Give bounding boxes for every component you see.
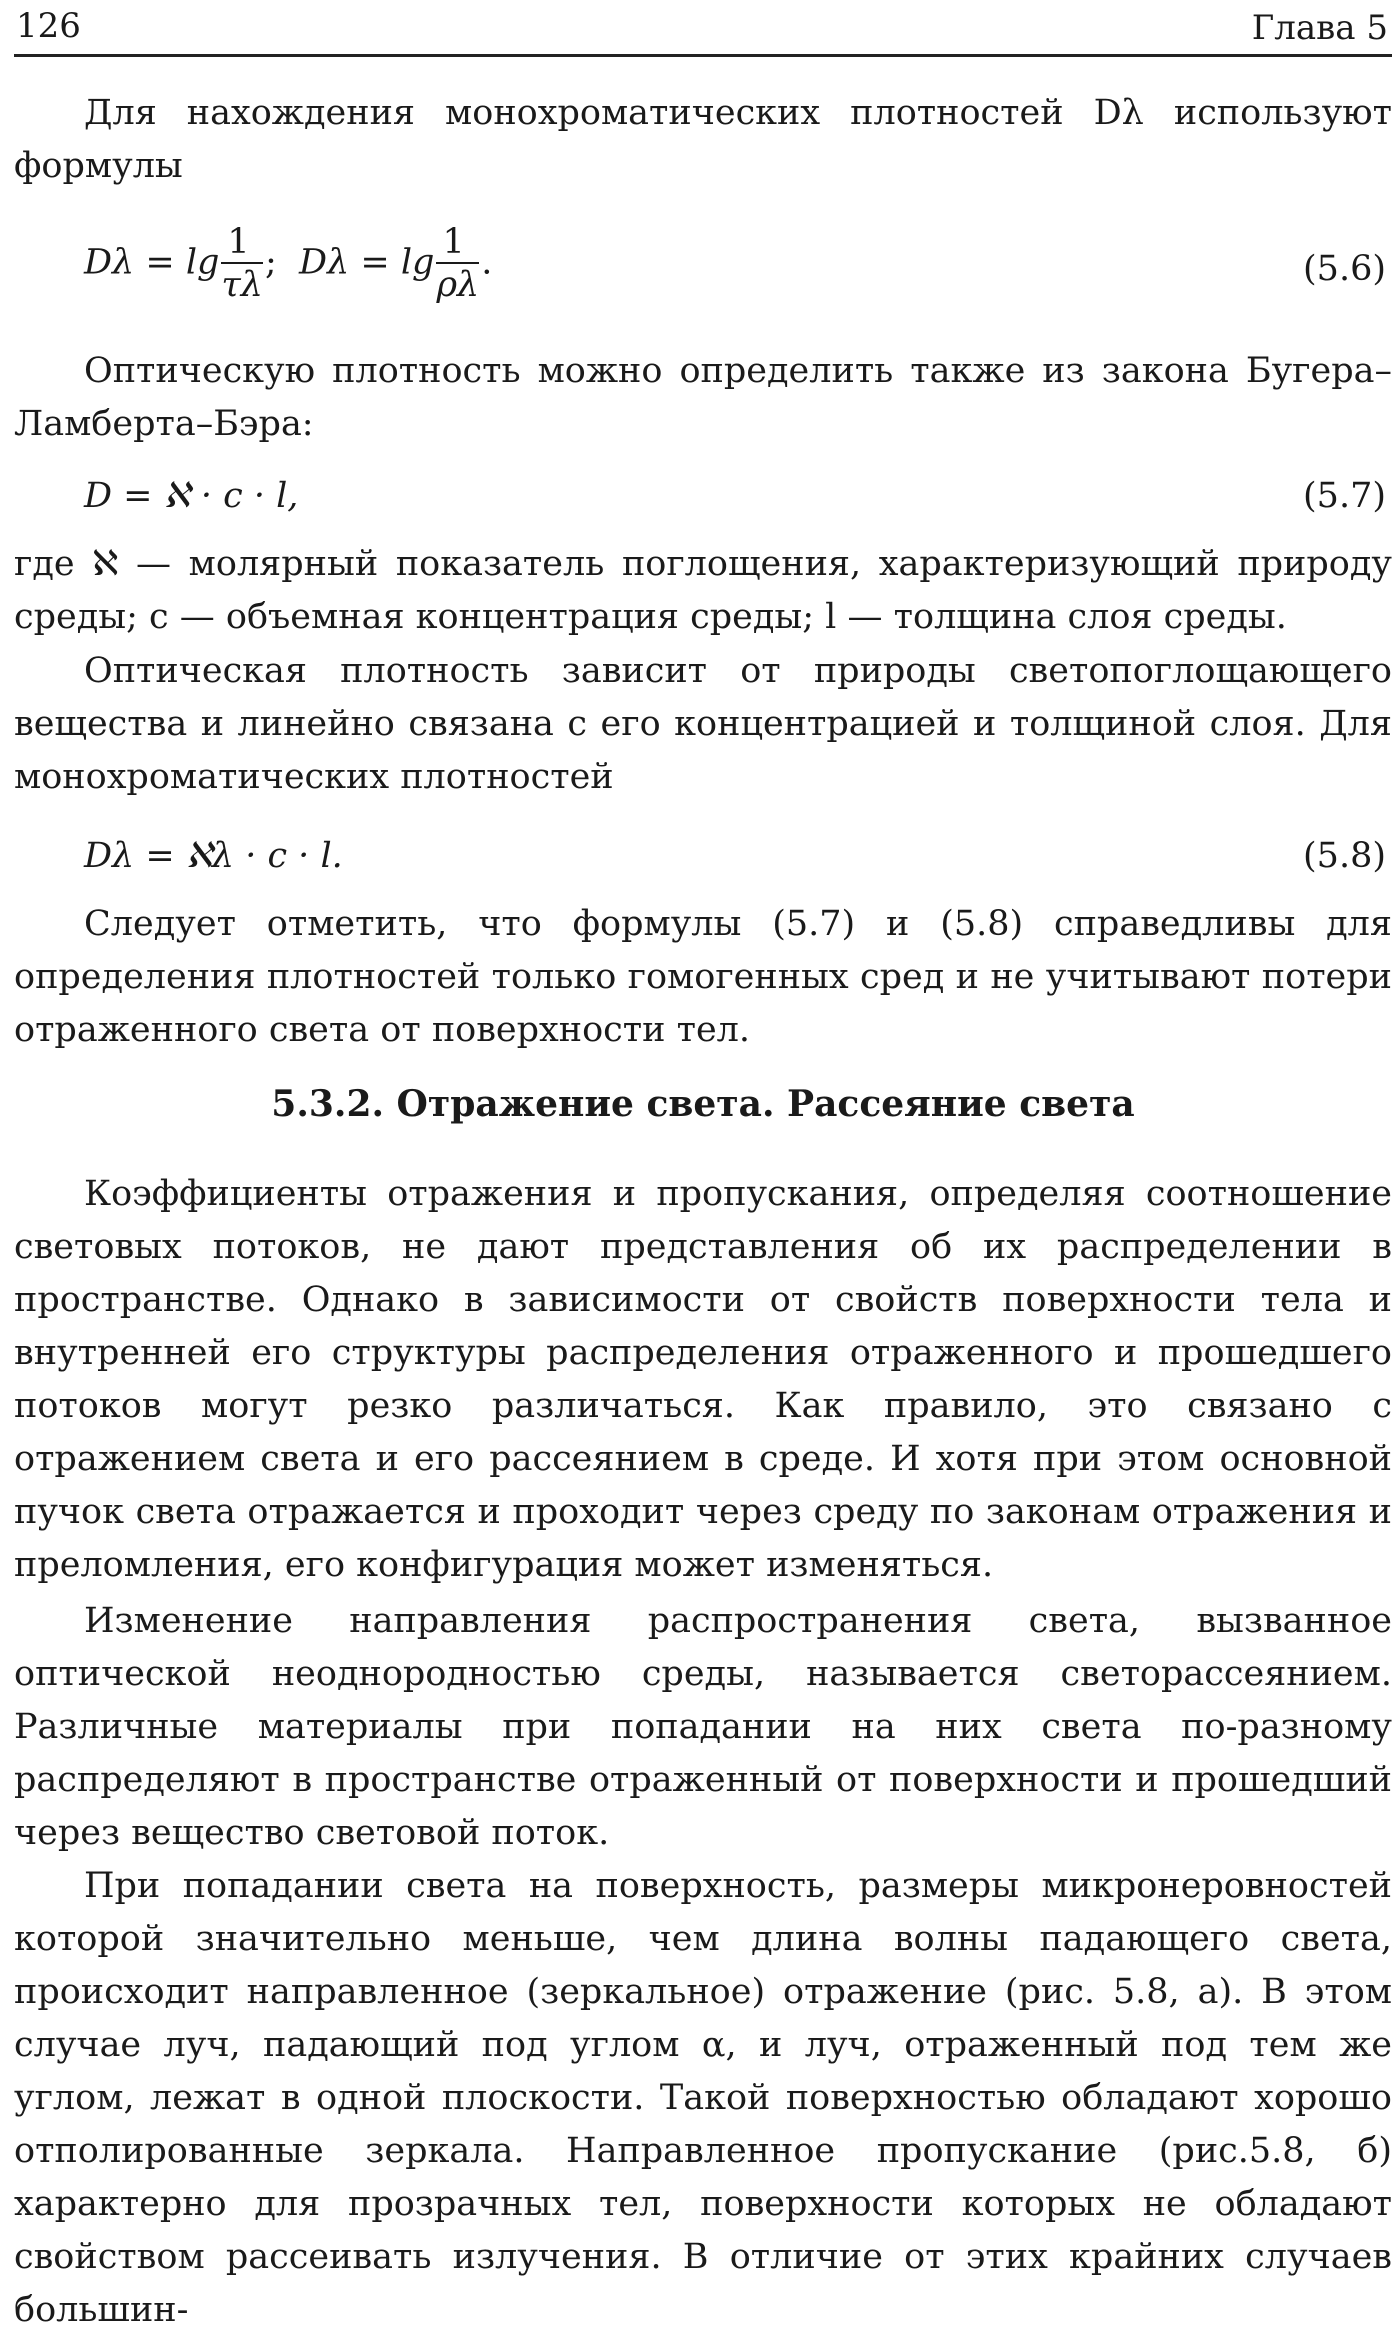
chapter-title: Глава 5 [1251,8,1388,48]
paragraph-where: где ℵ — молярный показатель поглощения, характеризующий природу среды; c — объемная концентрация среды; l — толщина слоя среды. [14,544,1392,637]
formula-5-6-separator: ; [264,242,277,283]
paragraph-bouguer-law: Оптическую плотность можно определить также из закона Бугера–Ламберта–Бэра: [14,351,1392,444]
paragraph-intro: Для нахождения монохроматических плотностей Dλ используют формулы [14,93,1392,186]
equation-number-5-8: (5.8) [1303,836,1386,876]
page-number: 126 [16,6,81,46]
formula-5-7-expression: D = ℵ · c · l, [84,476,299,516]
book-page [14,0,1392,2330]
running-head [14,4,1392,57]
paragraph-note: Следует отметить, что формулы (5.7) и (5.8) справедливы для определения плотностей только гомогенных сред и не учитывают потери отраженного света от поверхности тел. [14,904,1392,1050]
equation-number-5-7: (5.7) [1303,476,1386,516]
formula-5-6-lhs1: Dλ = lg [84,242,220,283]
fraction-rho [436,222,480,305]
formula-5-6-lhs2: Dλ = lg [299,242,435,283]
fraction-tau-numerator: 1 [221,225,263,264]
paragraph-optical-density: Оптическая плотность зависит от природы светопоглощающего вещества и линейно связана с его концентрацией и толщиной слоя. Для монохроматических плотностей [14,651,1392,797]
section-heading: 5.3.2. Отражение света. Рассеяние света [271,1083,1135,1125]
fraction-tau [221,222,263,305]
fraction-tau-denominator: τλ [221,265,263,305]
formula-5-6-end: . [481,242,493,283]
paragraph-coefficients: Коэффициенты отражения и пропускания, определяя соотношение световых потоков, не дают представления об их распределении в пространстве. Однако в зависимости от свойств поверхности тела и внутренней его структуры распределения отраженного и прошедшего потоков могут резко различаться. Как правило, это связано с отражением света и его рассеянием в среде. И хотя при этом основной пучок света отражается и проходит через среду по законам отражения и преломления, его конфигурация может изменяться. [14,1174,1392,1585]
formula-5-8-expression: Dλ = ℵλ · c · l. [84,836,343,876]
equation-number-5-6: (5.6) [1303,249,1386,289]
fraction-rho-denominator: ρλ [436,265,480,305]
formula-5-6-expression [84,222,493,305]
fraction-rho-numerator: 1 [436,225,479,264]
paragraph-specular: При попадании света на поверхность, размеры микронеровностей которой значительно меньше, чем длина волны падающего света, происходит направленное (зеркальное) отражение (рис. 5.8, а). В этом случае луч, падающий под углом α, и луч, отраженный под тем же углом, лежат в одной плоскости. Такой поверхностью обладают хорошо отполированные зеркала. Направленное пропускание (рис.5.8, б) характерно для прозрачных тел, поверхности которых не обладают свойством рассеивать излучения. В отличие от этих крайних случаев большин- [14,1866,1392,2330]
formula-5-6 [14,222,1392,305]
paragraph-scattering: Изменение направления распространения света, вызванное оптической неоднородностью среды, называется светорассеянием. Различные материалы при попадании на них света по-разному распределяют в пространстве отраженный от поверхности и прошедший через вещество световой поток. [14,1601,1392,1853]
